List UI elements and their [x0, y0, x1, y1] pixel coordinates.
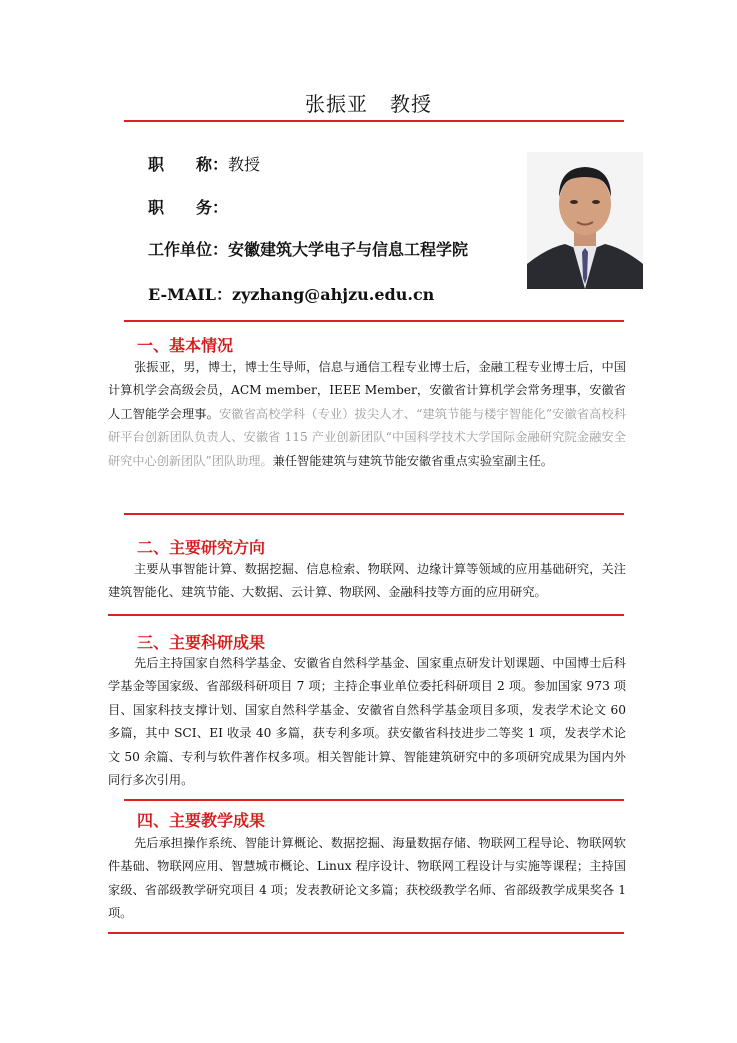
section-divider — [108, 614, 624, 616]
section-text-achievements — [108, 652, 626, 792]
page-title — [0, 88, 737, 117]
rank-label: 职 称： — [148, 155, 229, 174]
basic-text-part3: 兼任智能建筑与建筑节能安徽省重点实验室副主任。 — [272, 453, 553, 468]
section-divider — [124, 513, 624, 515]
section-text-basic — [108, 356, 626, 473]
section-divider — [124, 799, 624, 801]
post-label: 职 务： — [148, 198, 229, 217]
achievements-text: 先后主持国家自然科学基金、安徽省自然科学基金、国家重点研发计划课题、中国博士后科学基金等国家级、省部级科研项目 7 项；主持企事业单位委托科研项目 2 项。参加国家 973 项目、国家科技支撑计划、国家自然科学基金、安徽省自然科学基金项目多项，发表学术论文 60 多篇，其中 SCI、EI 收录 40 多篇，获专利多项。获安徽省科技进步二等奖 1 项，发表学术论文 50 余篇、专利与软件著作权多项。相关智能计算、智能建筑研究中的多项研究成果为国内外同行多次引用。 — [108, 656, 626, 788]
basic-text-part1: 张振亚，男，博士，博士生导师，信息与通信工程专业博士后，金融工程专业博士后，中国计算机学会高级会员，ACM member，IEEE Member，安徽省计算机学会常务理事，安徽省人工智能学会理事。 — [108, 360, 626, 421]
unit-label: 工作单位： — [148, 240, 229, 259]
title-divider — [124, 120, 624, 122]
rank-row — [148, 152, 260, 175]
basic-text-part2: 安徽省高校学科（专业）拔尖人才、“建筑节能与楼宇智能化”安徽省高校科研平台创新团队负责人、安徽省 115 产业创新团队“中国科学技术大学国际金融研究院金融安全研究中心创新团队”团队助理。 — [108, 406, 627, 468]
person-name: 张振亚 — [305, 92, 368, 116]
unit-value: 安徽建筑大学电子与信息工程学院 — [228, 240, 469, 259]
portrait-image — [527, 152, 643, 289]
section-title-achievements: 三、主要科研成果 — [137, 633, 266, 652]
rank-value: 教授 — [228, 155, 261, 174]
section-divider — [124, 320, 624, 322]
profile-photo — [527, 152, 643, 289]
research-text: 主要从事智能计算、数据挖掘、信息检索、物联网、边缘计算等领域的应用基础研究，关注建筑智能化、建筑节能、大数据、云计算、物联网、金融科技等方面的应用研究。 — [108, 562, 626, 600]
email-row — [148, 282, 434, 305]
section-text-teaching — [108, 832, 626, 926]
post-row — [148, 195, 228, 218]
teaching-text: 先后承担操作系统、智能计算概论、数据挖掘、海量数据存储、物联网工程导论、物联网软件基础、物联网应用、智慧城市概论、Linux 程序设计、物联网工程设计与实施等课程；主持国家级、省部级教学研究项目 4 项；发表教研论文多篇；获校级教学名师、省部级教学成果奖各 1 项。 — [108, 836, 626, 921]
footer-divider — [108, 932, 624, 934]
section-title-basic: 一、基本情况 — [137, 336, 234, 355]
person-title: 教授 — [390, 92, 432, 116]
unit-row — [148, 237, 468, 260]
section-title-teaching: 四、主要教学成果 — [137, 811, 266, 830]
section-title-research: 二、主要研究方向 — [137, 538, 266, 557]
email-label: E-MAIL： — [148, 285, 232, 304]
section-text-research — [108, 558, 626, 605]
email-value[interactable]: zyzhang@ahjzu.edu.cn — [232, 285, 435, 304]
